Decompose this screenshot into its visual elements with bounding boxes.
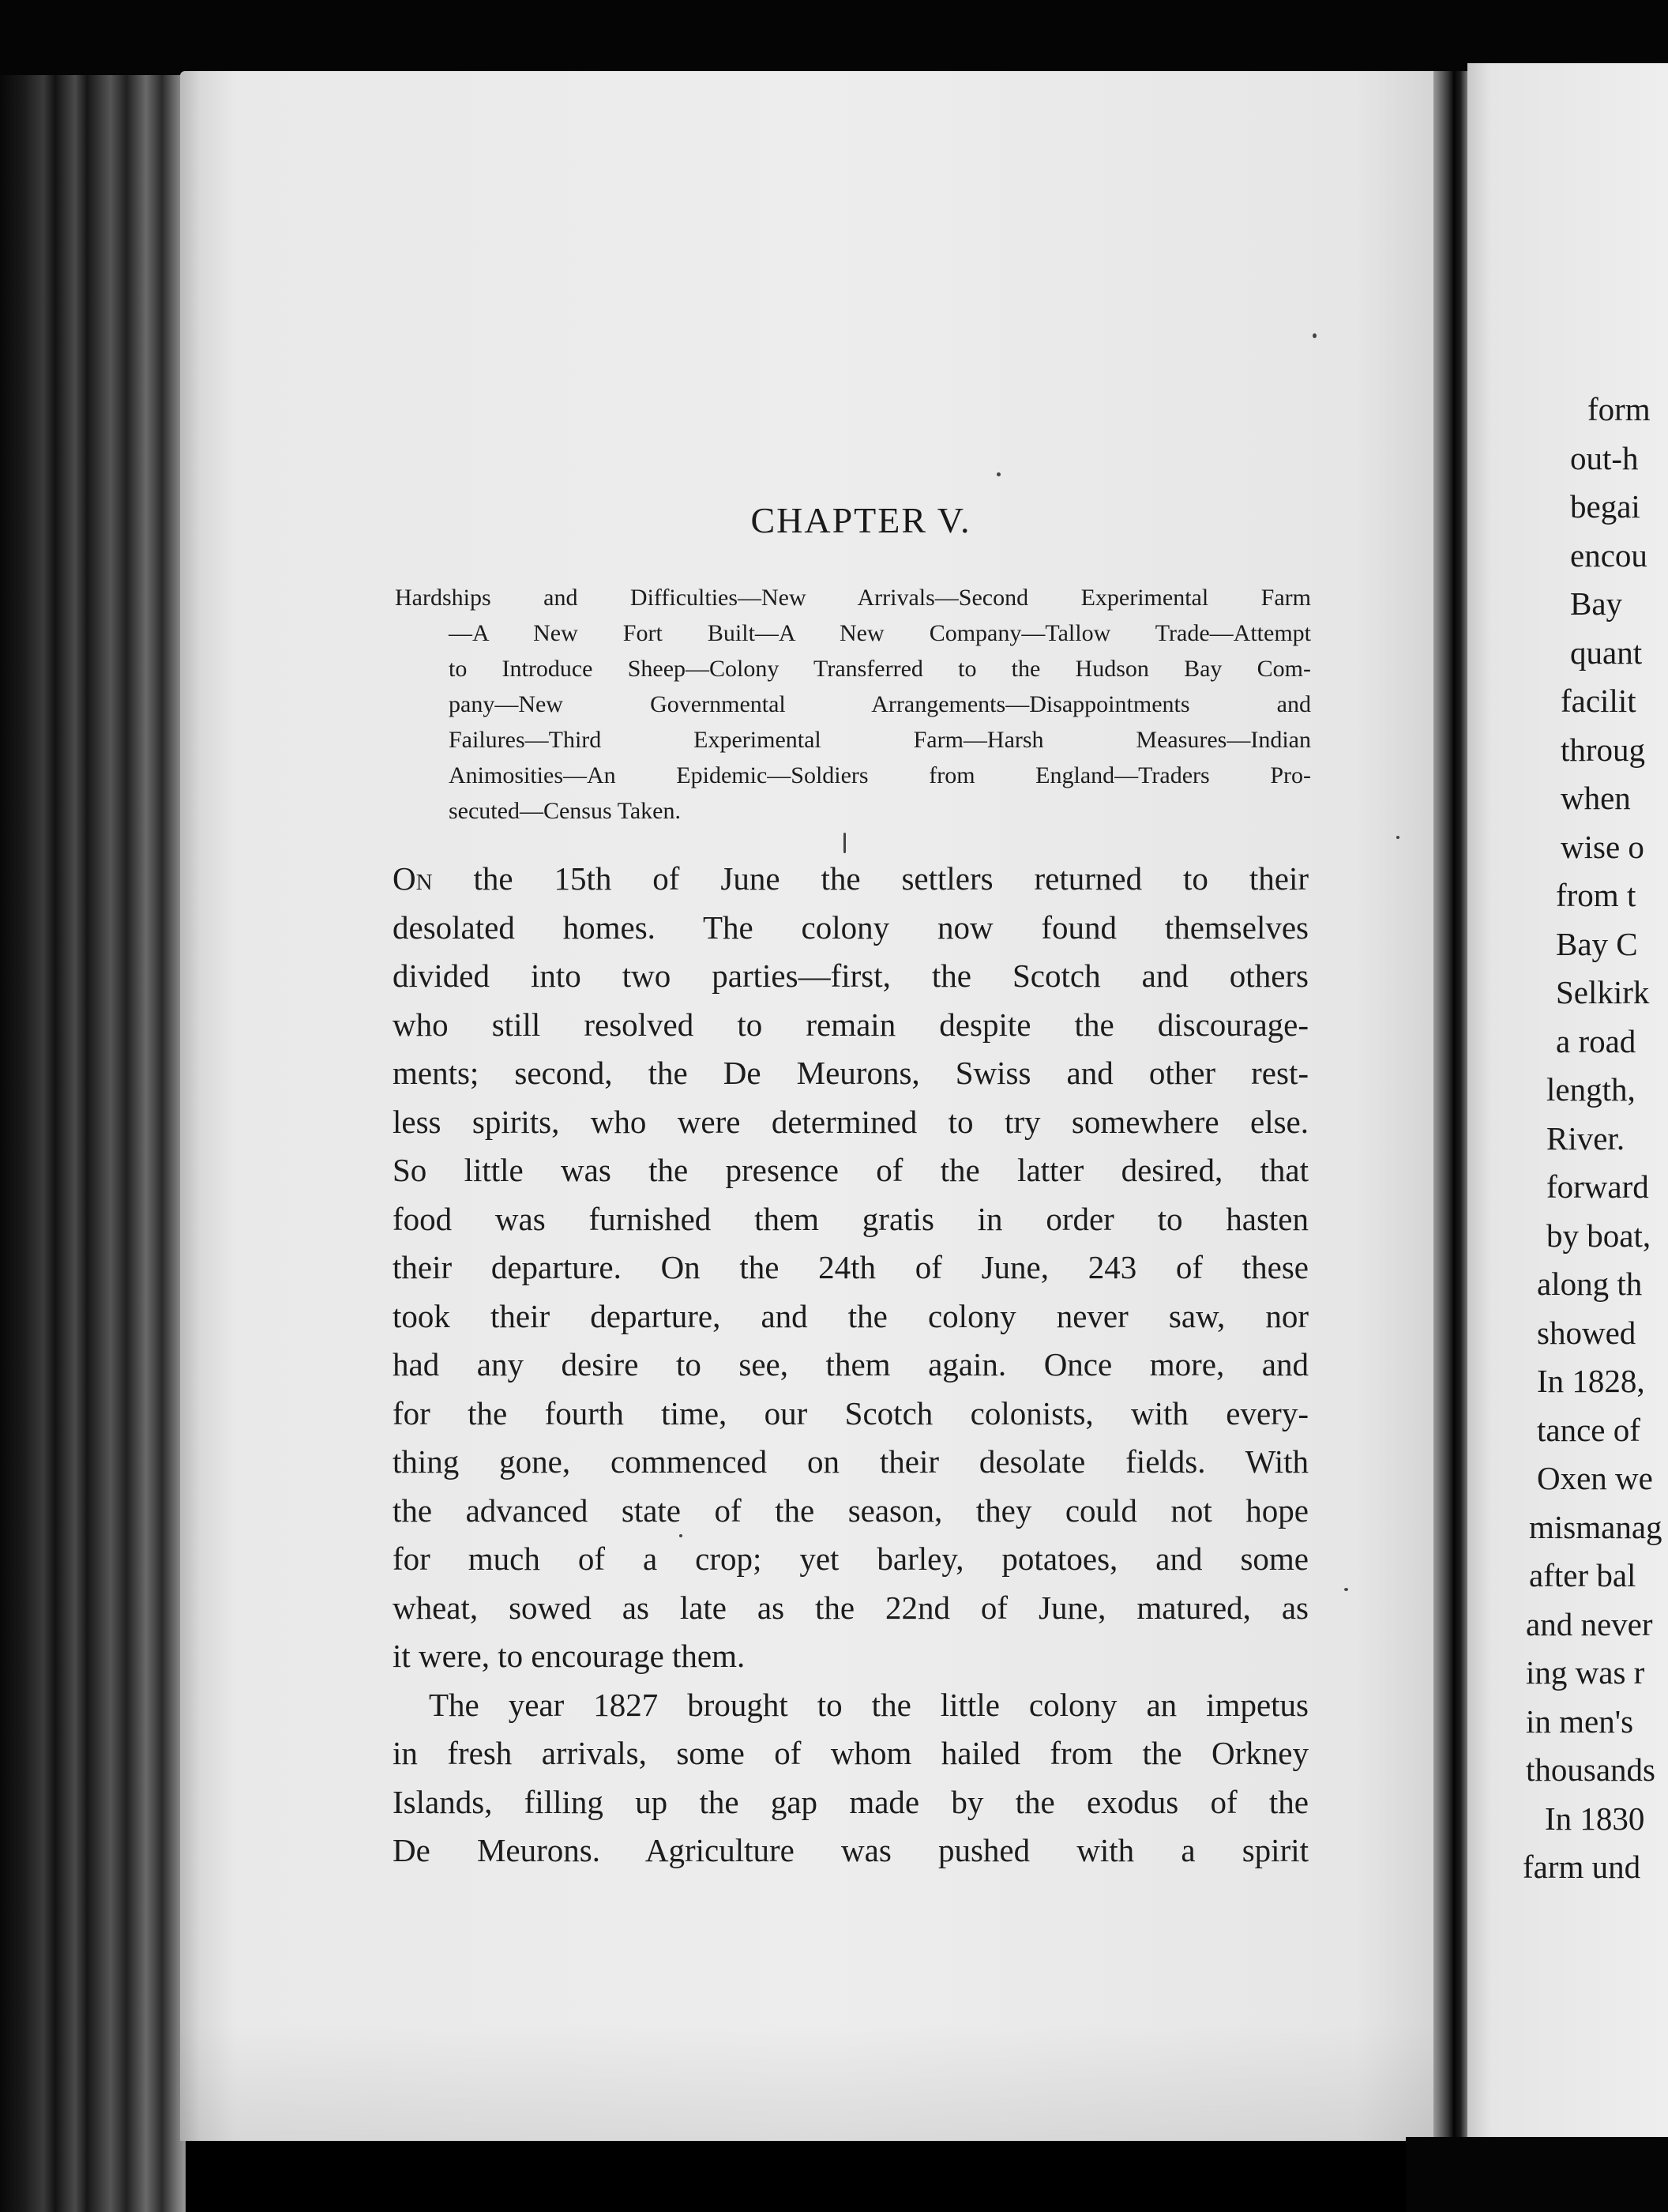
body-line: had any desire to see, them again. Once more, and [393,1346,1309,1382]
body-line: So little was the presence of the latter desired, that [393,1152,1309,1188]
right-page-line: a road [1556,1022,1636,1059]
right-page-line: along th [1537,1266,1643,1302]
right-page-line: wise o [1561,828,1644,865]
body-line: ments; second, the De Meurons, Swiss and other rest- [393,1055,1309,1091]
scan-speck [843,833,846,853]
body-line: divided into two parties—first, the Scotch and others [393,957,1309,994]
right-page-line: throug [1561,731,1646,768]
scan-speck [1396,836,1399,839]
scanner-top-border [0,0,1668,75]
right-page-line: In 1828, [1537,1363,1645,1399]
right-page-line: mismanag [1529,1508,1662,1545]
synopsis-line: pany—New Governmental Arrangements—Disappointments and [449,691,1311,717]
right-page-line: ing was r [1526,1654,1645,1691]
right-page-line: Selkirk [1556,974,1650,1010]
right-page-line: tance of [1537,1411,1640,1448]
body-line: wheat, sowed as late as the 22nd of June, matured, as [393,1589,1309,1626]
right-page-line: and never [1526,1605,1653,1642]
body-line: desolated homes. The colony now found themselves [393,908,1309,946]
body-line: food was furnished them gratis in order to hasten [393,1200,1309,1237]
scan-speck [1313,333,1317,338]
right-page-line: thousands [1526,1751,1655,1788]
right-page-line: in men's [1526,1702,1634,1740]
right-page-line: from t [1556,877,1636,913]
right-page-line: showed [1537,1314,1636,1351]
chapter-title: CHAPTER V. [750,500,971,540]
synopsis-line: Hardships and Difficulties—New Arrivals—Second Experimental Farm [395,585,1311,611]
body-line: Islands, filling up the gap made by the exodus of the [393,1783,1309,1820]
body-line: it were, to encourage them. [393,1638,746,1674]
body-text [393,855,1309,1875]
body-line [393,855,1309,904]
synopsis-line: secuted—Census Taken. [449,798,681,824]
synopsis-line: to Introduce Sheep—Colony Transferred to the Hudson Bay Com- [449,656,1311,682]
right-page-line: Bay C [1556,925,1638,962]
scan-speck [1344,1588,1348,1591]
right-page-line: facilit [1561,683,1636,719]
right-page-line: form [1587,391,1651,427]
body-line: took their departure, and the colony never saw, nor [393,1297,1309,1334]
right-page-line: In 1830 [1545,1800,1645,1837]
body-line: who still resolved to remain despite the discourage- [393,1006,1309,1043]
body-line-text: the 15th of June the settlers returned to their [432,860,1309,897]
synopsis-line: Failures—Third Experimental Farm—Harsh Measures—Indian [449,727,1311,753]
right-page-line: encou [1570,536,1647,574]
body-line: their departure. On the 24th of June, 243 of these [393,1249,1309,1285]
body-line: thing gone, commenced on their desolate fields. With [393,1443,1309,1480]
right-page-line: out-h [1570,439,1639,476]
body-line: for the fourth time, our Scotch colonists, with every- [393,1394,1309,1431]
right-page-line: when [1561,780,1631,816]
right-page-line: Bay [1570,585,1623,622]
right-page-line: after bal [1529,1557,1636,1593]
body-line: De Meurons. Agriculture was pushed with a spirit [393,1832,1309,1868]
right-page-line: Oxen we [1537,1460,1653,1496]
chapter-synopsis [395,580,1311,829]
body-line: less spirits, who were determined to try somewhere else. [393,1103,1309,1140]
body-line: for much of a crop; yet barley, potatoes, and some [393,1540,1309,1577]
book-spine-edges [0,75,186,2212]
drop-word: On [393,860,433,897]
synopsis-line: —A New Fort Built—A New Company—Tallow Trade—Attempt [449,620,1311,646]
right-page-line: length, [1546,1071,1636,1108]
right-page-line: River. [1546,1119,1625,1157]
body-line: in fresh arrivals, some of whom hailed from the Orkney [393,1735,1309,1771]
right-page-text [1493,386,1668,1892]
page-shadow [180,2022,1458,2141]
right-page-line: quant [1570,634,1643,671]
right-page-line: begai [1570,488,1640,525]
scan-speck [997,472,1001,476]
right-page-line: by boat, [1546,1217,1651,1254]
book-gutter [1433,71,1469,2212]
right-page-line: farm und [1523,1849,1641,1885]
body-line: the advanced state of the season, they could not hope [393,1492,1309,1529]
synopsis-line: Animosities—An Epidemic—Soldiers from England—Traders Pro- [449,762,1311,788]
right-page-line: forward [1546,1168,1649,1205]
scanner-bottom-border [1406,2137,1668,2212]
body-line: The year 1827 brought to the little colony an impetus [429,1686,1309,1723]
